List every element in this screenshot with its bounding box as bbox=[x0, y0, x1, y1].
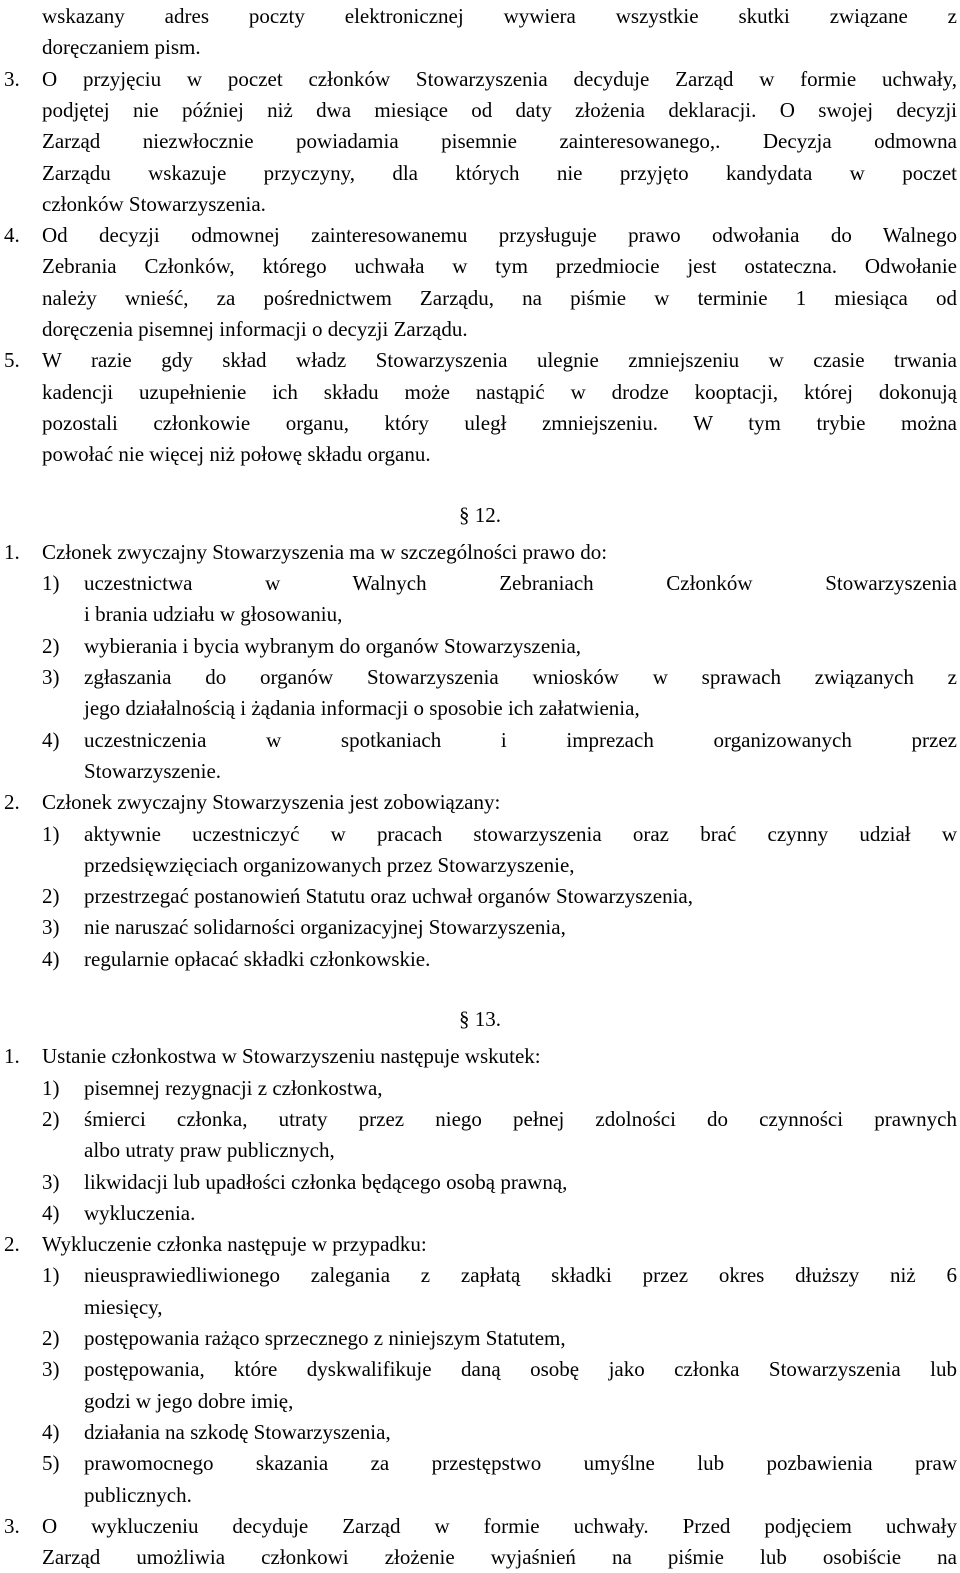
list-item-line: zgłaszania do organów Stowarzyszenia wniosków w sprawach związanych z bbox=[84, 665, 957, 689]
list-item-line: uczestniczenia w spotkaniach i imprezach organizowanych przez bbox=[84, 727, 957, 752]
point-number: 2. bbox=[4, 790, 20, 815]
list-item-line: pisemnej rezygnacji z członkostwa, bbox=[84, 1075, 383, 1100]
list-item-number: 3) bbox=[42, 915, 60, 940]
point-number: 3. bbox=[4, 66, 20, 91]
list-item-line: nie naruszać solidarności organizacyjnej Stowarzyszenia, bbox=[84, 915, 566, 940]
list-item-number: 1) bbox=[42, 571, 60, 596]
paragraph-line: Wykluczenie członka następuje w przypadku: bbox=[42, 1232, 427, 1257]
paragraph-line: Zarząd umożliwia członkowi złożenie wyjaśnień na piśmie lub osobiście na bbox=[42, 1545, 957, 1570]
paragraph-line: Ustanie członkostwa w Stowarzyszeniu następuje wskutek: bbox=[42, 1044, 541, 1069]
paragraph-line: powołać nie więcej niż połowę składu organu. bbox=[42, 442, 431, 467]
list-item-line: godzi w jego dobre imię, bbox=[84, 1388, 294, 1413]
section-heading: § 12. bbox=[459, 502, 501, 527]
paragraph-line: O wykluczeniu decyduje Zarząd w formie uchwały. Przed podjęciem uchwały bbox=[42, 1513, 957, 1538]
list-item-line: albo utraty praw publicznych, bbox=[84, 1138, 335, 1163]
paragraph-line: wskazany adres poczty elektronicznej wywiera wszystkie skutki związane z bbox=[42, 4, 957, 28]
paragraph-line: O przyjęciu w poczet członków Stowarzyszenia decyduje Zarząd w formie uchwały, bbox=[42, 66, 957, 91]
list-item-line: nieusprawiedliwionego zalegania z zapłatą składki przez okres dłuższy niż 6 bbox=[84, 1263, 957, 1288]
list-item-line: uczestnictwa w Walnych Zebraniach Członków Stowarzyszenia bbox=[84, 571, 957, 596]
point-number: 1. bbox=[4, 1044, 20, 1069]
list-item-number: 2) bbox=[42, 884, 60, 909]
list-item-line: wybierania i bycia wybranym do organów Stowarzyszenia, bbox=[84, 633, 582, 658]
list-item-number: 3) bbox=[42, 1357, 60, 1382]
list-item-line: postępowania, które dyskwalifikuje daną osobę jako członka Stowarzyszenia lub bbox=[84, 1357, 957, 1382]
paragraph-line: Zarządu wskazuje przyczyny, dla których nie przyjęto kandydata w poczet bbox=[42, 160, 957, 185]
point-number: 1. bbox=[4, 539, 20, 564]
paragraph-line: doręczenia pisemnej informacji o decyzji Zarządu. bbox=[42, 317, 468, 341]
list-item-number: 4) bbox=[42, 1200, 60, 1225]
list-item-line: przedsięwzięciach organizowanych przez Stowarzyszenie, bbox=[84, 852, 575, 877]
paragraph-line: Zebrania Członków, którego uchwała w tym przedmiocie jest ostateczna. Odwołanie bbox=[42, 254, 957, 279]
list-item-line: i brania udziału w głosowaniu, bbox=[84, 602, 343, 627]
paragraph-line: Członek zwyczajny Stowarzyszenia jest zobowiązany: bbox=[42, 790, 501, 815]
list-item-line: wykluczenia. bbox=[84, 1200, 196, 1225]
list-item-line: Stowarzyszenie. bbox=[84, 758, 222, 783]
list-item-line: przestrzegać postanowień Statutu oraz uchwał organów Stowarzyszenia, bbox=[84, 884, 693, 909]
list-item-number: 1) bbox=[42, 821, 60, 846]
list-item-line: likwidacji lub upadłości członka będącego osobą prawną, bbox=[84, 1169, 568, 1194]
section-heading: § 13. bbox=[459, 1007, 501, 1031]
point-number: 4. bbox=[4, 223, 20, 248]
list-item-number: 5) bbox=[42, 1451, 60, 1476]
list-item-number: 1) bbox=[42, 1263, 60, 1288]
list-item-line: prawomocnego skazania za przestępstwo umyślne lub pozbawienia praw bbox=[84, 1451, 957, 1476]
list-item-line: publicznych. bbox=[84, 1482, 192, 1507]
point-number: 5. bbox=[4, 348, 20, 373]
list-item-number: 1) bbox=[42, 1075, 60, 1100]
list-item-number: 3) bbox=[42, 665, 60, 689]
paragraph-line: kadencji uzupełnienie ich składu może nastąpić w drodze kooptacji, której dokonują bbox=[42, 379, 957, 404]
list-item-line: regularnie opłacać składki członkowskie. bbox=[84, 946, 431, 971]
paragraph-line: członków Stowarzyszenia. bbox=[42, 191, 266, 216]
list-item-line: miesięcy, bbox=[84, 1294, 163, 1319]
list-item-line: działania na szkodę Stowarzyszenia, bbox=[84, 1419, 391, 1444]
list-item-number: 2) bbox=[42, 633, 60, 658]
paragraph-line: Zarząd niezwłocznie powiadamia pisemnie zainteresowanego,. Decyzja odmowna bbox=[42, 129, 957, 154]
paragraph-line: W razie gdy skład władz Stowarzyszenia ulegnie zmniejszeniu w czasie trwania bbox=[42, 348, 957, 373]
list-item-number: 4) bbox=[42, 727, 60, 752]
paragraph-line: Od decyzji odmownej zainteresowanemu przysługuje prawo odwołania do Walnego bbox=[42, 223, 957, 248]
paragraph-line: doręczaniem pism. bbox=[42, 35, 201, 60]
paragraph-line: pozostali członkowie organu, który uległ zmniejszeniu. W tym trybie można bbox=[42, 410, 957, 435]
point-number: 2. bbox=[4, 1232, 20, 1257]
list-item-number: 3) bbox=[42, 1169, 60, 1194]
paragraph-line: podjętej nie później niż dwa miesiące od daty złożenia deklaracji. O swojej decyzji bbox=[42, 97, 957, 122]
paragraph-line: Członek zwyczajny Stowarzyszenia ma w szczególności prawo do: bbox=[42, 539, 608, 564]
paragraph-line: należy wnieść, za pośrednictwem Zarządu, na piśmie w terminie 1 miesiąca od bbox=[42, 285, 957, 310]
list-item-number: 4) bbox=[42, 1419, 60, 1444]
list-item-line: postępowania rażąco sprzecznego z niniejszym Statutem, bbox=[84, 1326, 566, 1350]
list-item-number: 2) bbox=[42, 1106, 60, 1131]
list-item-line: śmierci członka, utraty przez niego pełnej zdolności do czynności prawnych bbox=[84, 1106, 957, 1131]
list-item-number: 2) bbox=[42, 1326, 60, 1350]
list-item-number: 4) bbox=[42, 946, 60, 971]
list-item-line: aktywnie uczestniczyć w pracach stowarzyszenia oraz brać czynny udział w bbox=[84, 821, 957, 846]
point-number: 3. bbox=[4, 1513, 20, 1538]
list-item-line: jego działalnością i żądania informacji o sposobie ich załatwienia, bbox=[84, 696, 640, 721]
